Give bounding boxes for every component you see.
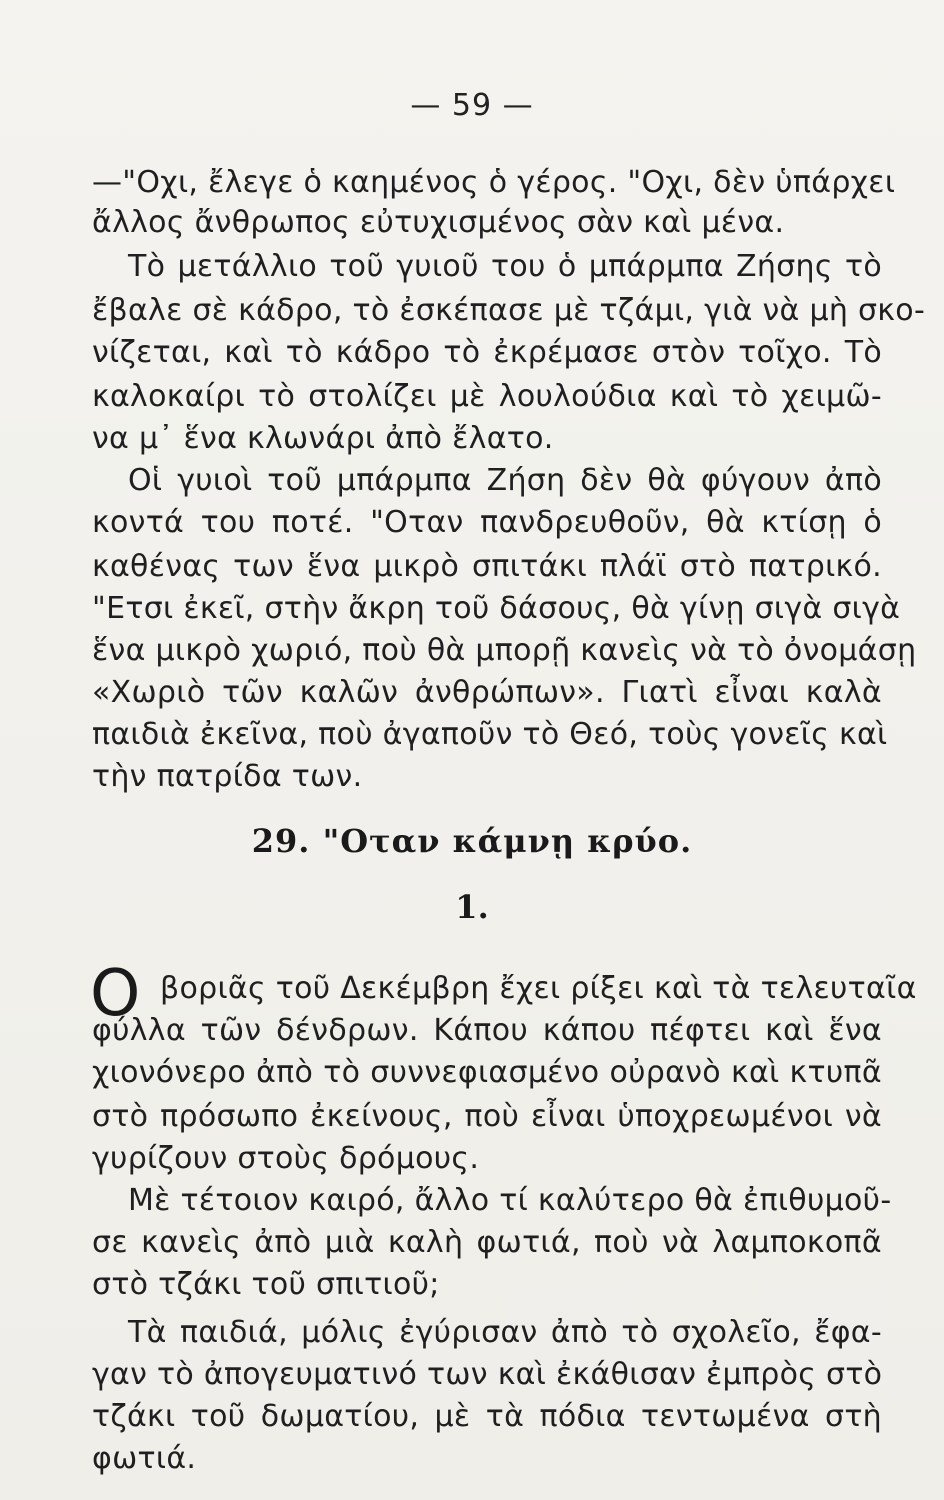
text-line: ἔβαλε σὲ κάδρο, τὸ ἐσκέπασε μὲ τζάμι, γιὰ νὰ μὴ σκο- xyxy=(92,293,926,328)
text-line: φύλλα τῶν δένδρων. Κάπου κάπου πέφτει καὶ ἕνα xyxy=(92,1013,882,1048)
chapter-title: 29. "Οταν κάμνῃ κρύο. xyxy=(251,822,693,860)
text-line: κοντά του ποτέ. "Οταν πανδρευθοῦν, θὰ κτίσῃ ὁ xyxy=(92,505,882,540)
text-line: χιονόνερο ἀπὸ τὸ συννεφιασμένο οὐρανὸ καὶ κτυπᾶ xyxy=(92,1055,882,1090)
text-line: να μ᾿ ἕνα κλωνάρι ἀπὸ ἔλατο. xyxy=(92,421,554,456)
text-line: τζάκι τοῦ δωματίου, μὲ τὰ πόδια τεντωμένα στὴ xyxy=(92,1399,882,1434)
text-line: γαν τὸ ἀπογευματινό των καὶ ἐκάθισαν ἐμπρὸς στὸ xyxy=(92,1357,883,1392)
text-line: γυρίζουν στοὺς δρόμους. xyxy=(92,1141,480,1176)
section-number: 1. xyxy=(455,888,489,926)
text-line: Τὰ παιδιά, μόλις ἐγύρισαν ἀπὸ τὸ σχολεῖο, ἔφα- xyxy=(128,1315,882,1350)
text-line: παιδιὰ ἐκεῖνα, ποὺ ἀγαποῦν τὸ Θεό, τοὺς γονεῖς καὶ xyxy=(92,717,888,752)
text-line: ἕνα μικρὸ χωριό, ποὺ θὰ μπορῇ κανεὶς νὰ τὸ ὀνομάσῃ xyxy=(92,633,917,668)
text-line: «Χωριὸ τῶν καλῶν ἀνθρώπων». Γιατὶ εἶναι καλὰ xyxy=(92,675,882,710)
text-line: καθένας των ἕνα μικρὸ σπιτάκι πλάϊ στὸ πατρικό. xyxy=(92,549,882,584)
text-line: στὸ τζάκι τοῦ σπιτιοῦ; xyxy=(92,1267,440,1302)
text-line: βοριᾶς τοῦ Δεκέμβρη ἔχει ρίξει καὶ τὰ τελευταῖα xyxy=(160,971,917,1006)
text-line: στὸ πρόσωπο ἐκείνους, ποὺ εἶναι ὑποχρεωμένοι νὰ xyxy=(92,1099,882,1134)
text-line: —"Οχι, ἔλεγε ὁ καημένος ὁ γέρος. "Οχι, δὲν ὑπάρχει xyxy=(92,165,896,200)
text-line: σε κανεὶς ἀπὸ μιὰ καλὴ φωτιά, ποὺ νὰ λαμποκοπᾶ xyxy=(92,1225,882,1260)
text-line: νίζεται, καὶ τὸ κάδρο τὸ ἐκρέμασε στὸν τοῖχο. Τὸ xyxy=(92,335,882,370)
text-line: φωτιά. xyxy=(92,1441,197,1476)
dropcap-letter: Ο xyxy=(90,957,141,1031)
text-line: Οἱ γυιοὶ τοῦ μπάρμπα Ζήση δὲν θὰ φύγουν ἀπὸ xyxy=(128,463,882,498)
text-line: καλοκαίρι τὸ στολίζει μὲ λουλούδια καὶ τὸ χειμῶ- xyxy=(92,379,882,414)
page-number: — 59 — xyxy=(410,88,534,123)
text-line: τὴν πατρίδα των. xyxy=(92,759,363,794)
text-line: Τὸ μετάλλιο τοῦ γυιοῦ του ὁ μπάρμπα Ζήσης τὸ xyxy=(128,249,882,284)
text-line: Μὲ τέτοιον καιρό, ἄλλο τί καλύτερο θὰ ἐπιθυμοῦ- xyxy=(128,1183,892,1218)
text-line: ἄλλος ἄνθρωπος εὐτυχισμένος σὰν καὶ μένα. xyxy=(92,205,785,240)
text-line: "Ετσι ἐκεῖ, στὴν ἄκρη τοῦ δάσους, θὰ γίνῃ σιγὰ σιγὰ xyxy=(92,591,901,626)
